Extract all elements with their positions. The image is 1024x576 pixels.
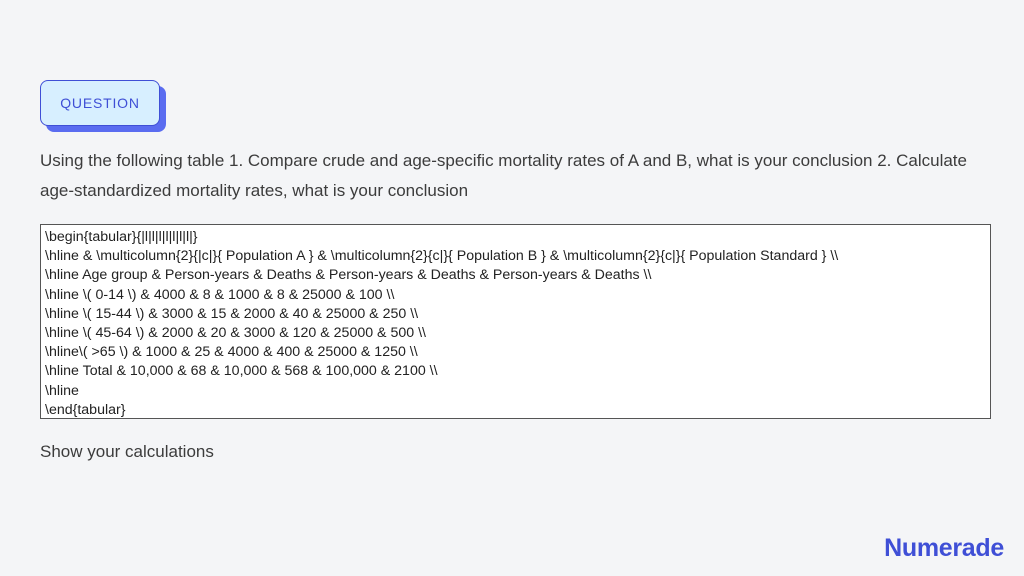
- code-line: \hline & \multicolumn{2}{|c|}{ Population A } & \multicolumn{2}{c|}{ Population B } & \multicolumn{2}{c|}{ Population Standard } \\: [45, 248, 839, 265]
- code-line: \hline Age group & Person-years & Deaths & Person-years & Deaths & Person-years & Deaths \\: [45, 267, 652, 284]
- question-text: Using the following table 1. Compare crude and age-specific mortality rates of A and B, what is your conclusion 2. Calculate age-standardized mortality rates, what is your conclusion: [40, 151, 967, 200]
- code-line: \hline\( >65 \) & 1000 & 25 & 4000 & 400 & 25000 & 1250 \\: [45, 344, 418, 361]
- instruction-text: Show your calculations: [40, 442, 214, 461]
- latex-code-block: [40, 224, 991, 419]
- numerade-logo[interactable]: Numerade: [884, 534, 1004, 562]
- code-line: \end{tabular}: [45, 401, 126, 418]
- code-line: \hline \( 15-44 \) & 3000 & 15 & 2000 & 40 & 25000 & 250 \\: [45, 305, 419, 322]
- question-badge: [40, 80, 166, 132]
- code-line: \hline \( 0-14 \) & 4000 & 8 & 1000 & 8 & 25000 & 100 \\: [45, 286, 395, 303]
- code-line: \begin{tabular}{|l|l|l|l|l|l|l|}: [45, 229, 198, 245]
- code-line: \hline \( 45-64 \) & 2000 & 20 & 3000 & 120 & 25000 & 500 \\: [45, 325, 426, 342]
- question-badge-label: QUESTION: [40, 80, 160, 126]
- code-line: \hline Total & 10,000 & 68 & 10,000 & 568 & 100,000 & 2100 \\: [45, 363, 438, 380]
- code-line: \hline: [45, 382, 79, 399]
